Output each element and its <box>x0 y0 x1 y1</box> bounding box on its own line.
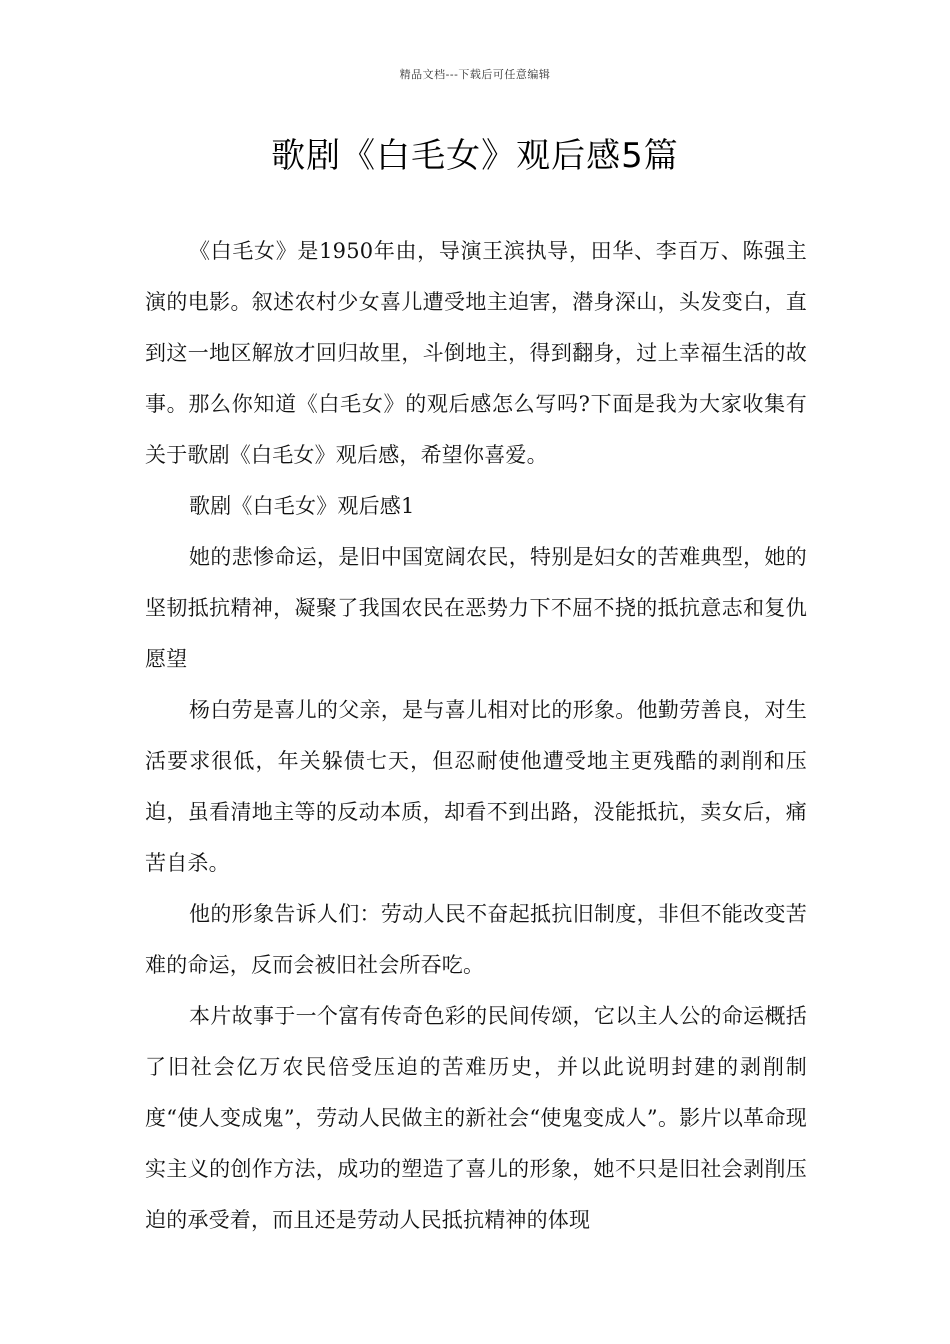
header-note: 精品文档---下载后可任意编辑 <box>399 68 551 81</box>
document-body <box>145 226 807 1246</box>
body-paragraph: 他的形象告诉人们：劳动人民不奋起抵抗旧制度，非但不能改变苦难的命运，反而会被旧社会所吞吃。 <box>145 902 807 977</box>
document-title: 歌剧《白毛女》观后感5篇 <box>271 136 679 176</box>
body-paragraph: 本片故事于一个富有传奇色彩的民间传颂，它以主人公的命运概括了旧社会亿万农民倍受压迫的苦难历史，并以此说明封建的剥削制度“使人变成鬼”，劳动人民做主的新社会“使鬼变成人”。影片以革命现实主义的创作方法，成功的塑造了喜儿的形象，她不只是旧社会剥削压迫的承受着，而且还是劳动人民抵抗精神的体现 <box>145 1004 807 1232</box>
section-heading: 歌剧《白毛女》观后感1 <box>189 494 415 518</box>
intro-paragraph: 《白毛女》是1950年由，导演王滨执导，田华、李百万、陈强主演的电影。叙述农村少女喜儿遭受地主迫害，潜身深山，头发变白，直到这一地区解放才回归故里，斗倒地主，得到翻身，过上幸福生活的故事。那么你知道《白毛女》的观后感怎么写吗?下面是我为大家收集有关于歌剧《白毛女》观后感，希望你喜爱。 <box>145 239 807 467</box>
body-paragraph: 杨白劳是喜儿的父亲，是与喜儿相对比的形象。他勤劳善良，对生活要求很低，年关躲债七天，但忍耐使他遭受地主更残酷的剥削和压迫，虽看清地主等的反动本质，却看不到出路，没能抵抗，卖女后，痛苦自杀。 <box>145 698 807 875</box>
body-paragraph: 她的悲惨命运，是旧中国宽阔农民，特别是妇女的苦难典型，她的坚韧抵抗精神，凝聚了我国农民在恶势力下不屈不挠的抵抗意志和复仇愿望 <box>145 545 807 671</box>
